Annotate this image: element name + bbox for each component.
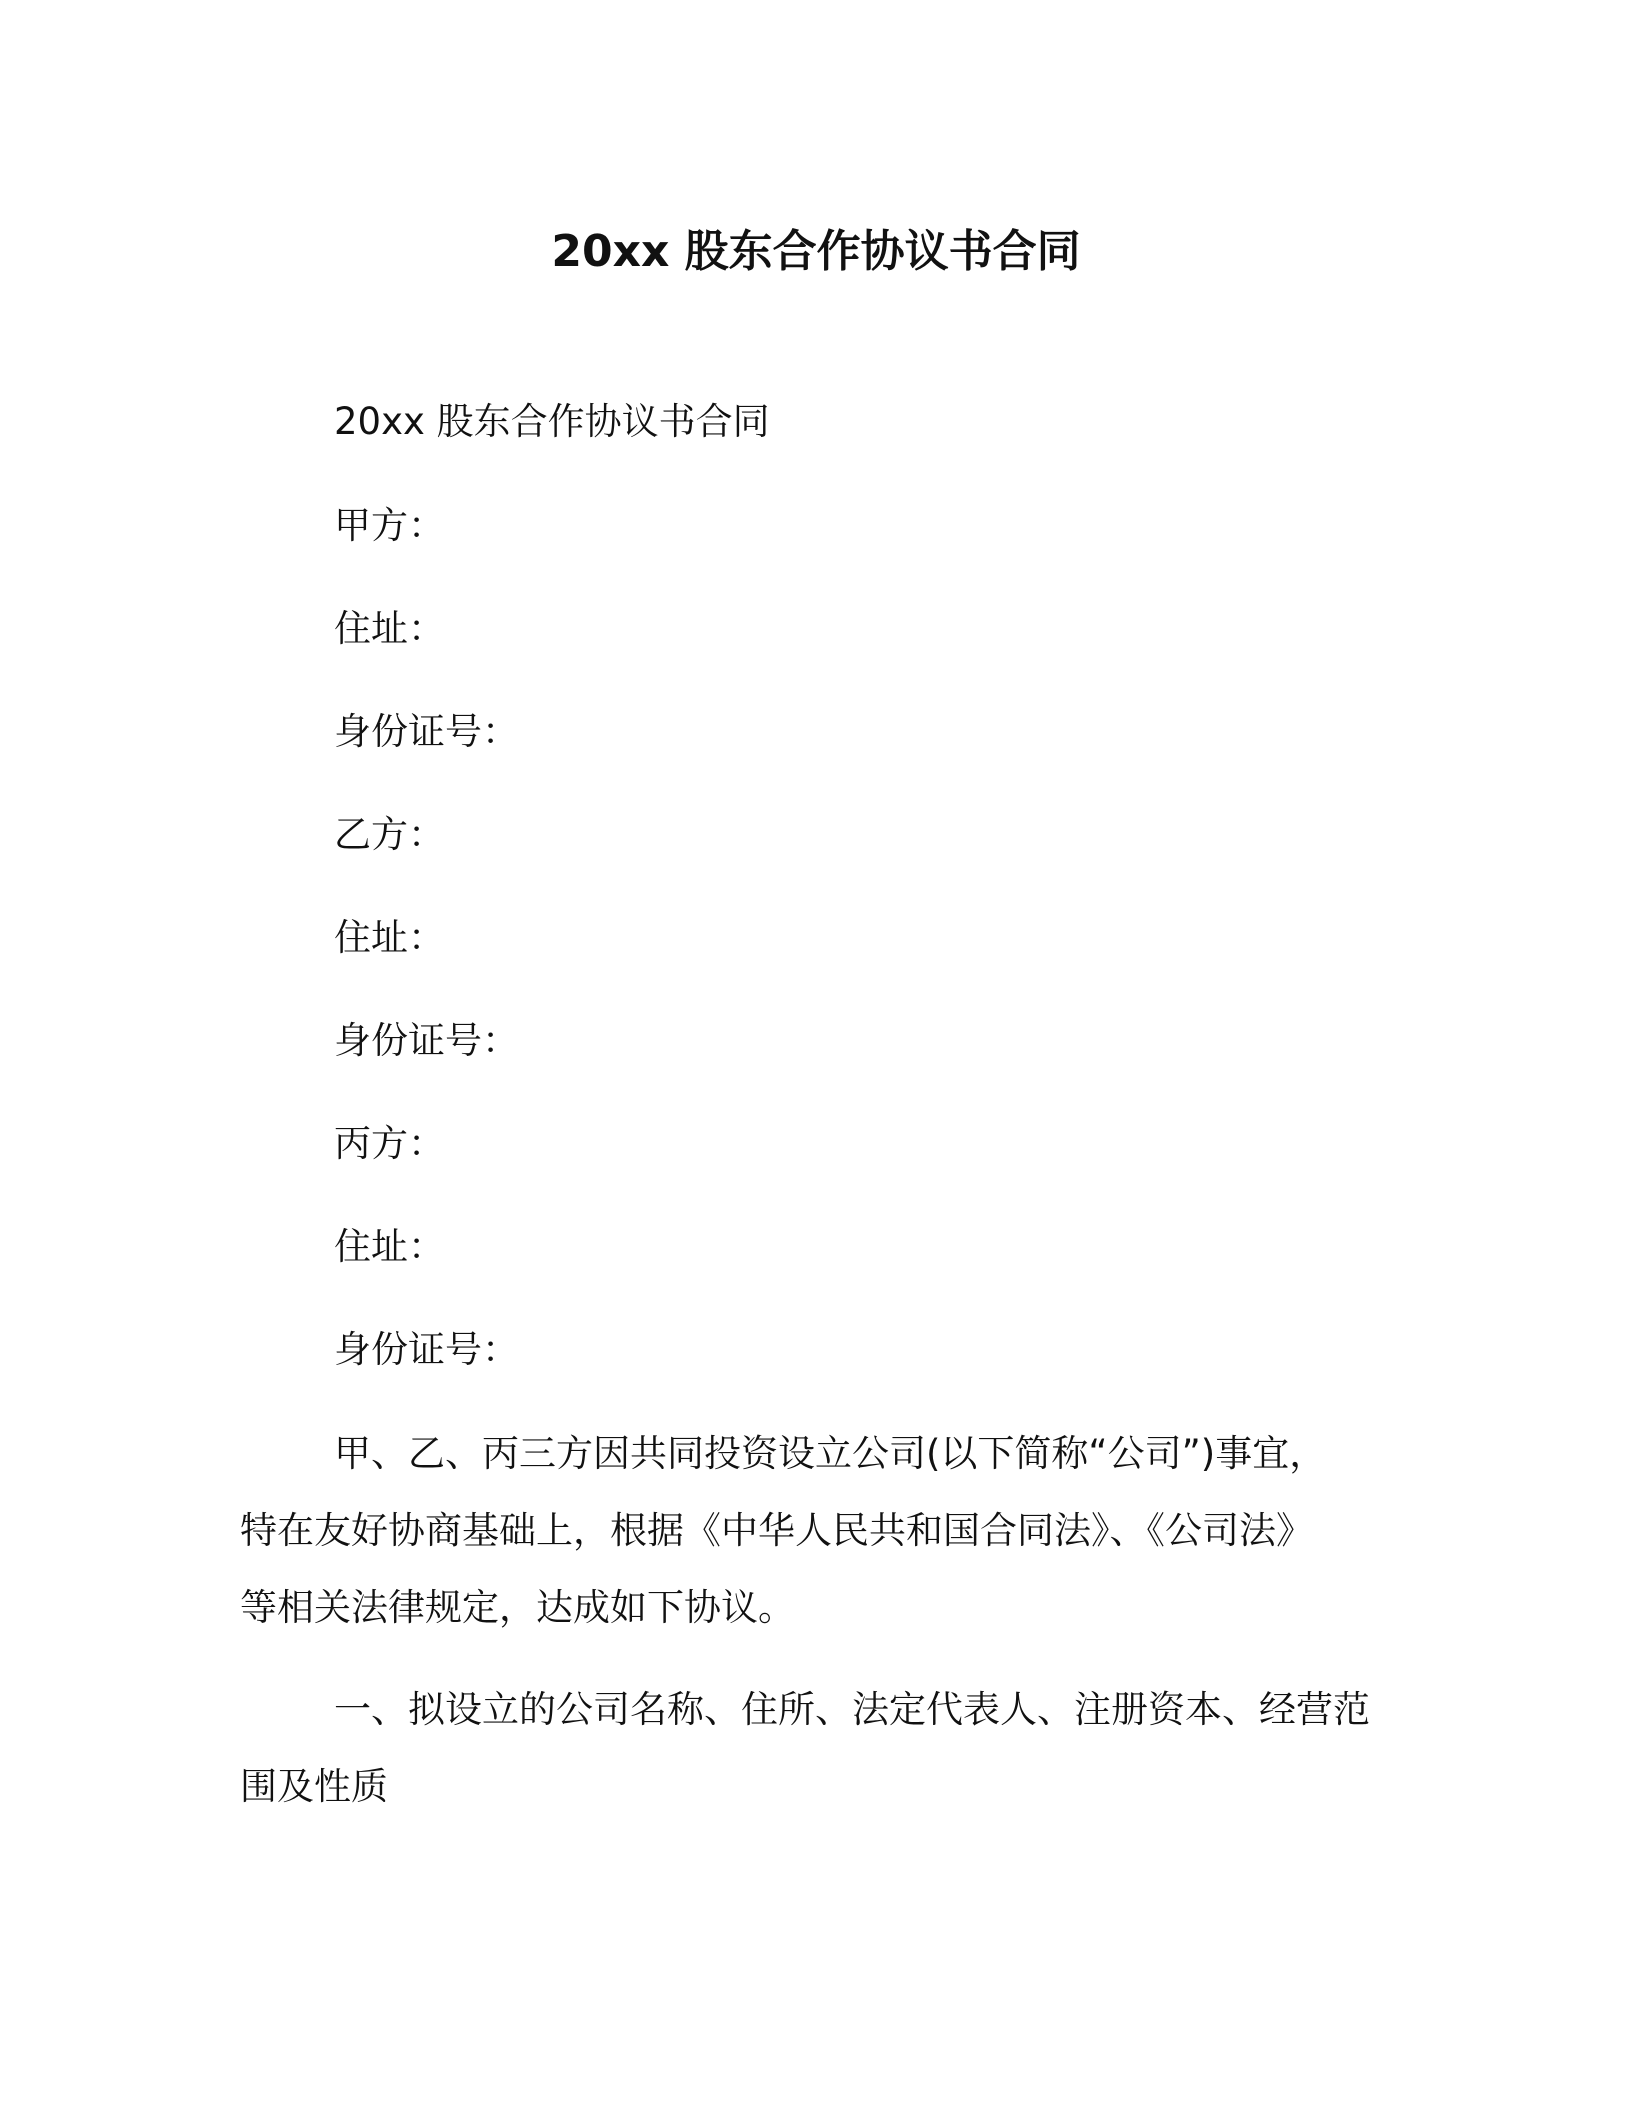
party-a-address-label: 住址：: [334, 607, 445, 650]
party-c-address-label: 住址：: [334, 1225, 445, 1268]
party-c-id-label: 身份证号：: [334, 1328, 519, 1371]
document-subtitle: 20xx 股东合作协议书合同: [334, 400, 770, 443]
preamble-line: 特在友好协商基础上，根据《中华人民共和国合同法》、《公司法》: [240, 1509, 1313, 1552]
party-b-address-label: 住址：: [334, 916, 445, 959]
document-title: 20xx 股东合作协议书合同: [551, 226, 1081, 277]
party-a-label: 甲方：: [334, 504, 445, 547]
section-one-line: 围及性质: [240, 1765, 388, 1808]
party-b-id-label: 身份证号：: [334, 1019, 519, 1062]
section-one-heading: [240, 1684, 1400, 1838]
party-a-id-label: 身份证号：: [334, 710, 519, 753]
party-b-label: 乙方：: [334, 813, 445, 856]
section-one-line: 一、拟设立的公司名称、住所、法定代表人、注册资本、经营范: [334, 1688, 1370, 1731]
preamble-paragraph: [240, 1428, 1400, 1659]
party-c-label: 丙方：: [334, 1122, 445, 1165]
preamble-line: 等相关法律规定，达成如下协议。: [240, 1586, 795, 1629]
preamble-line: 甲、乙、丙三方因共同投资设立公司(以下简称“公司”)事宜，: [334, 1432, 1327, 1475]
